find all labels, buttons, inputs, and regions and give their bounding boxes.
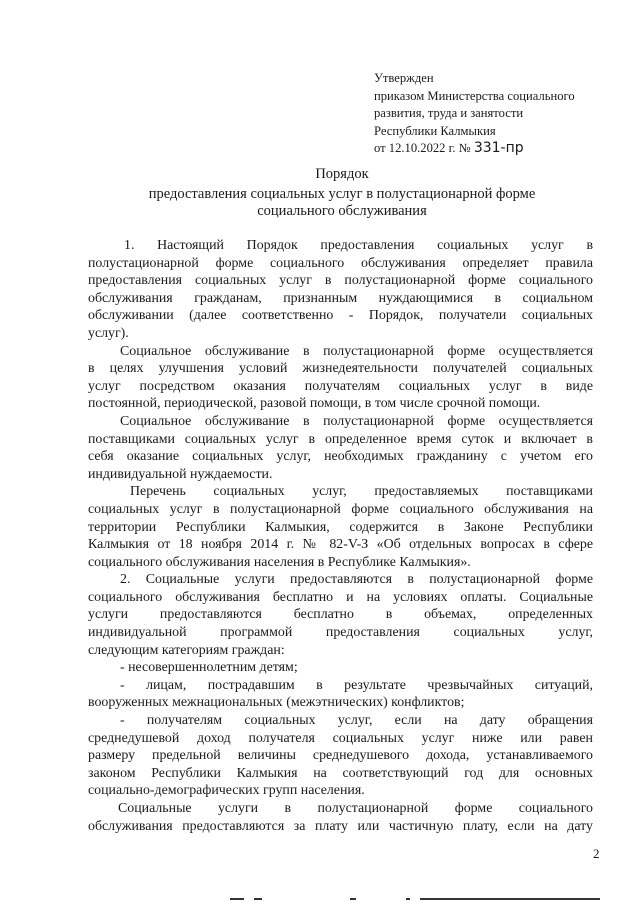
text-line: в целях улучшения условий жизнедеятельности получателей социальных [88,361,593,377]
text-line: обслуживания гражданам, признанным нуждающимися в социальном [88,290,593,306]
approval-line: Утвержден [374,71,434,85]
text-line: размеру предельной величины среднедушевого дохода, устанавливаемого [88,748,593,764]
text-line: Перечень социальных услуг, предоставляемых поставщиками [130,484,593,500]
title-line: предоставления социальных услуг в полустационарной форме [148,186,536,202]
text-line: вооруженных межнациональных (межэтнических) конфликтов; [88,695,465,711]
text-line: себя оказание социальных услуг, необходимых гражданину с учетом его [88,449,593,465]
text-line: среднедушевой доход получателя социальных услуг ниже или равен [88,730,593,746]
text-line: Социальные услуги в полустационарной форме социального [118,801,593,816]
text-line: социального обслуживания бесплатно и на условиях оплаты. Социальные [88,589,593,605]
text-line: территории Республики Калмыкия, содержится в Законе Республики [88,519,593,535]
title-line: социального обслуживания [257,203,427,219]
text-line: обслуживания предоставляются за плату или частичную плату, если на дату [88,818,593,834]
text-line: постоянной, периодической, разовой помощи, в том числе срочной помощи. [88,396,541,412]
document-body [88,237,593,835]
text-line: услуг). [88,325,129,341]
approval-stamp [374,70,614,158]
text-line: социально-демографических групп населения. [88,783,365,799]
text-line: социального обслуживания населения в Республике Калмыкия». [88,554,471,570]
approval-line: приказом Министерства социального [374,88,575,103]
document-title [92,166,592,220]
text-line: Социальное обслуживание в полустационарной форме осуществляется [120,413,593,429]
text-line: 1. Настоящий Порядок предоставления социальных услуг в [124,238,593,253]
approval-date-line [374,140,614,158]
list-item: - несовершеннолетним детям; [120,660,298,676]
approval-date-text: от 12.10.2022 г. № [374,141,474,155]
order-number: 331-пр [473,140,524,156]
text-line: поставщиками социальных услуг в определенное время суток и включает в [88,431,593,447]
text-line: 2. Социальные услуги предоставляются в полустационарной форме [120,572,593,588]
text-line: следующим категориям граждан: [88,642,285,658]
approval-line: развития, труда и занятости [374,106,524,120]
text-line: индивидуальной программой предоставления социальных услуг, [88,625,593,641]
page-number: 2 [593,846,600,861]
text-line: индивидуальной нуждаемости. [88,466,273,482]
text-line: обслуживании (далее соответственно - Порядок, получатели социальных [88,308,593,324]
text-line: Социальное обслуживание в полустационарной форме осуществляется [120,343,593,359]
text-line: социальных услуг в полустационарной форме социального обслуживания на [88,501,593,517]
text-line: услуги предоставляются бесплатно в объемах, определенных [88,607,593,623]
approval-line: Республики Калмыкия [374,123,496,138]
scan-edge-marks [220,896,600,902]
text-line: полустационарной форме социального обслуживания определяет правила [88,255,593,271]
text-line: законом Республики Калмыкия на соответствующий год для основных [88,765,593,781]
list-item: - лицам, пострадавшим в результате чрезвычайных ситуаций, [120,677,593,693]
title-line: Порядок [315,166,369,182]
text-line: услуг посредством оказания получателям социальных услуг в виде [88,378,593,394]
text-line: предоставления социальных услуг в полустационарной форме социального [88,273,593,289]
text-line: Калмыкия от 18 ноября 2014 г. № 82-V-З «Об отдельных вопросах в сфере [88,537,593,553]
list-item: - получателям социальных услуг, если на дату обращения [120,713,593,729]
